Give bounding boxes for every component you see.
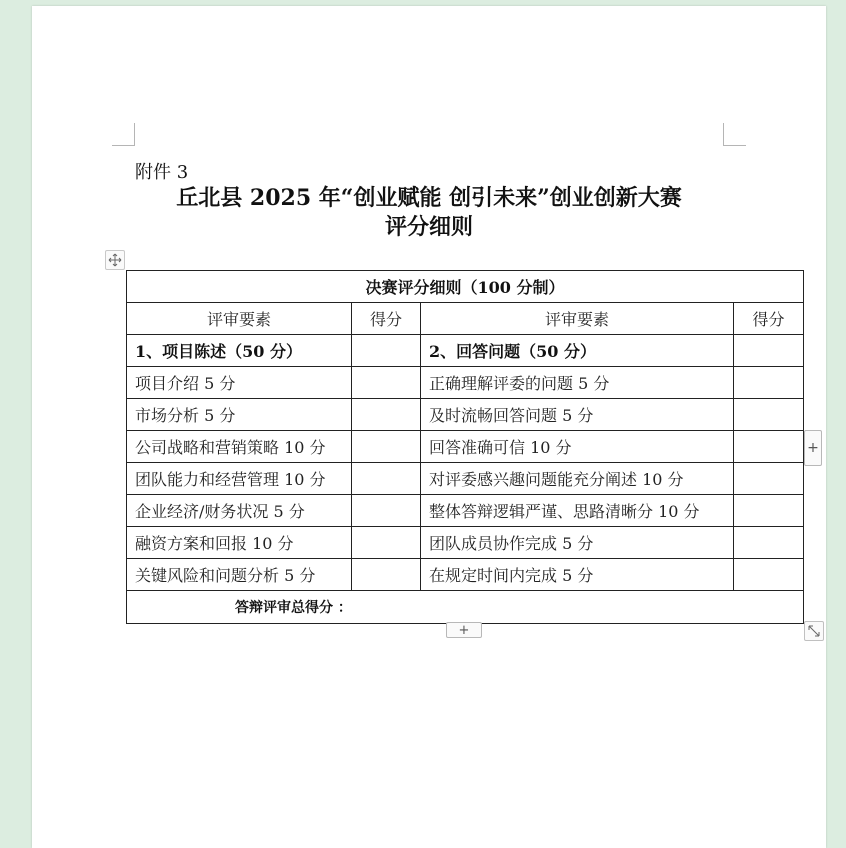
table-row [127, 463, 804, 495]
section-project-statement[interactable]: 1、项目陈述（50 分） [127, 335, 352, 367]
criteria-cell-right[interactable]: 及时流畅回答问题 5 分 [421, 399, 734, 431]
document-subtitle: 评分细则 [384, 214, 473, 240]
score-cell[interactable] [352, 527, 421, 559]
score-cell[interactable] [734, 431, 804, 463]
total-score-label[interactable]: 答辩评审总得分 ： [127, 591, 804, 624]
score-cell[interactable] [734, 367, 804, 399]
header-score-right[interactable]: 得分 [734, 303, 804, 335]
header-score-left[interactable]: 得分 [352, 303, 421, 335]
move-icon [108, 253, 122, 267]
criteria-cell-right[interactable]: 在规定时间内完成 5 分 [421, 559, 734, 591]
score-cell[interactable] [352, 495, 421, 527]
criteria-cell-right[interactable]: 回答准确可信 10 分 [421, 431, 734, 463]
score-cell[interactable] [734, 399, 804, 431]
table-row [127, 431, 804, 463]
criteria-cell-left[interactable]: 项目介绍 5 分 [127, 367, 352, 399]
criteria-cell-left[interactable]: 企业经济/财务状况 5 分 [127, 495, 352, 527]
table-row [127, 367, 804, 399]
table-header-row [127, 303, 804, 335]
table-row [127, 399, 804, 431]
score-cell[interactable] [734, 335, 804, 367]
criteria-cell-left[interactable]: 关键风险和问题分析 5 分 [127, 559, 352, 591]
score-cell[interactable] [352, 335, 421, 367]
table-move-handle[interactable] [105, 250, 125, 270]
score-cell[interactable] [352, 367, 421, 399]
table-row [127, 559, 804, 591]
score-cell[interactable] [734, 559, 804, 591]
score-cell[interactable] [352, 399, 421, 431]
add-row-button[interactable]: + [446, 622, 482, 638]
criteria-cell-right[interactable]: 对评委感兴趣问题能充分阐述 10 分 [421, 463, 734, 495]
score-cell[interactable] [352, 559, 421, 591]
document-page [32, 6, 826, 848]
margin-corner-top-left [112, 123, 135, 146]
scoring-table [126, 270, 804, 624]
criteria-cell-right[interactable]: 整体答辩逻辑严谨、思路清晰分 10 分 [421, 495, 734, 527]
section-answer-questions[interactable]: 2、回答问题（50 分） [421, 335, 734, 367]
margin-corner-top-right [723, 123, 746, 146]
criteria-cell-right[interactable]: 正确理解评委的问题 5 分 [421, 367, 734, 399]
criteria-cell-right[interactable]: 团队成员协作完成 5 分 [421, 527, 734, 559]
criteria-cell-left[interactable]: 团队能力和经营管理 10 分 [127, 463, 352, 495]
score-cell[interactable] [352, 431, 421, 463]
score-cell[interactable] [734, 495, 804, 527]
table-row [127, 527, 804, 559]
table-resize-handle[interactable] [804, 621, 824, 641]
header-criteria-right[interactable]: 评审要素 [421, 303, 734, 335]
table-caption-row [127, 271, 804, 303]
table-caption[interactable]: 决赛评分细则（100 分制） [127, 271, 804, 303]
criteria-cell-left[interactable]: 融资方案和回报 10 分 [127, 527, 352, 559]
add-column-button[interactable]: + [804, 430, 822, 466]
attachment-label: 附件 3 [135, 162, 189, 183]
resize-icon [808, 625, 820, 637]
document-title: 丘北县 2025 年“创业赋能 创引未来”创业创新大赛 [176, 185, 682, 211]
criteria-cell-left[interactable]: 市场分析 5 分 [127, 399, 352, 431]
score-cell[interactable] [734, 463, 804, 495]
table-row [127, 495, 804, 527]
score-cell[interactable] [734, 527, 804, 559]
total-row [127, 591, 804, 624]
header-criteria-left[interactable]: 评审要素 [127, 303, 352, 335]
section-row [127, 335, 804, 367]
score-cell[interactable] [352, 463, 421, 495]
criteria-cell-left[interactable]: 公司战略和营销策略 10 分 [127, 431, 352, 463]
